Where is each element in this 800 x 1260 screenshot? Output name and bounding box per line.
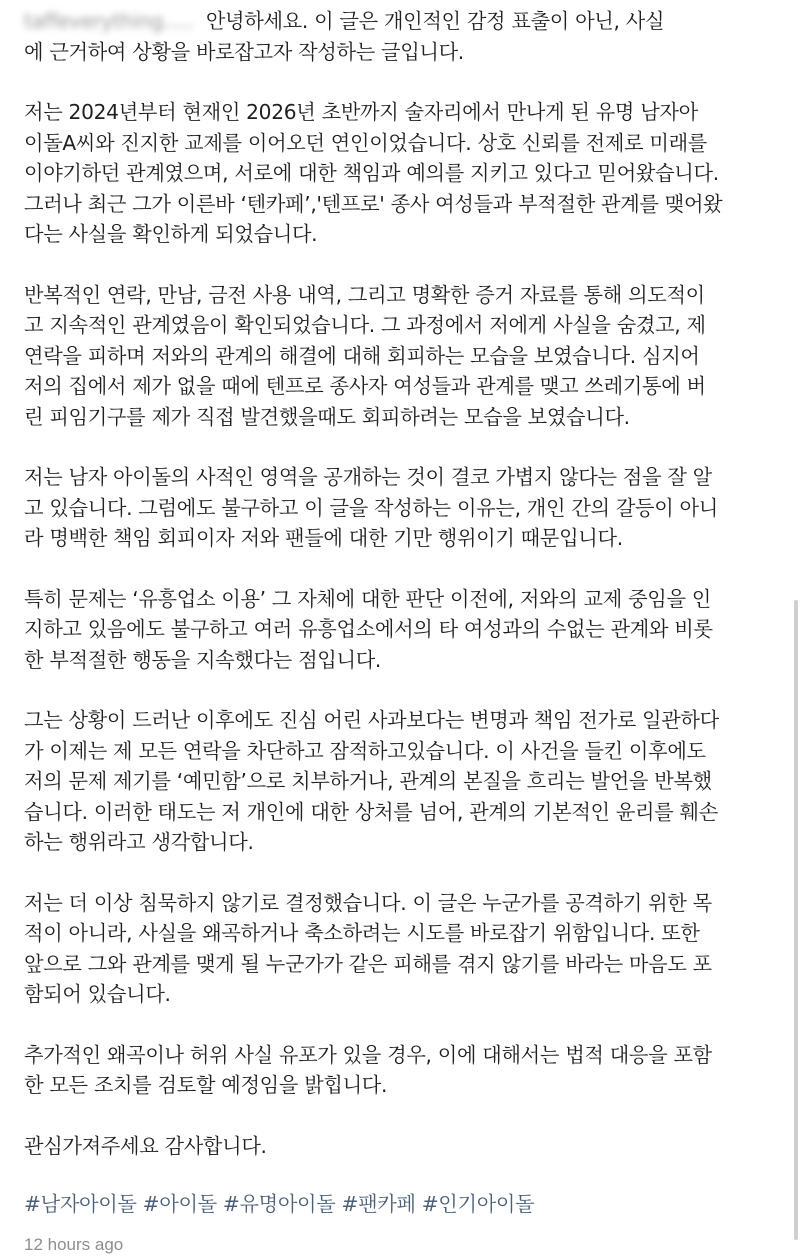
paragraph-gap [24,67,776,97]
text-line: 하는 행위라고 생각합니다. [24,830,254,854]
text-line: 지하고 있음에도 불구하고 여러 유흥업소에서의 타 여성과의 수없는 관계와 비롯 [24,617,713,641]
text-line: 저는 2024년부터 현재인 2026년 초반까지 술자리에서 만나게 된 유명 남자아 [24,100,698,124]
post-body [24,6,776,1255]
text-line: 가 이제는 제 모든 연락을 차단하고 잠적하고있습니다. 이 사건을 들킨 이후에도 [24,738,706,763]
post-paragraph [24,280,776,433]
hashtag-list [24,1189,776,1219]
text-line: 반복적인 연락, 만남, 금전 사용 내역, 그리고 명확한 증거 자료를 통해 의도적이 [24,282,705,307]
paragraph-gap [24,858,776,888]
text-line: 그는 상황이 드러난 이후에도 진심 어린 사과보다는 변명과 책임 전가로 일관하다 [24,708,719,732]
text-line: 저의 문제 제기를 ‘예민함’으로 치부하거나, 관계의 본질을 흐리는 발언을 반복했 [24,769,712,793]
text-line: 한 모든 조치를 검토할 예정임을 밝힙니다. [24,1073,388,1097]
text-line: 습니다. 이러한 태도는 저 개인에 대한 상처를 넘어, 관계의 기본적인 윤리를 훼손 [24,799,718,824]
post-paragraph [24,97,776,250]
hashtag-link[interactable]: #유명아이돌 [222,1192,336,1216]
paragraph-gap [24,250,776,280]
text-line: 이돌A씨와 진지한 교제를 이어오던 연인이었습니다. 상호 신뢰를 전제로 미래를 [24,130,708,155]
text-line: 저는 더 이상 침묵하지 않기로 결정했습니다. 이 글은 누군가를 공격하기 위한 목 [24,890,712,915]
text-line: 라 명백한 책임 회피이자 저와 팬들에 대한 기만 행위이기 때문입니다. [24,526,623,550]
post-paragraph [24,888,776,1010]
post-paragraph [24,705,776,858]
hashtag-link[interactable]: #남자아이돌 [24,1192,137,1216]
text-line: 한 부적절한 행동을 지속했다는 점입니다. [24,647,382,672]
scrollbar-thumb[interactable] [794,600,798,1240]
text-line: 저의 집에서 제가 없을 때에 텐프로 종사자 여성들과 관계를 맺고 쓰레기통에 버 [24,374,706,398]
hashtag-link[interactable]: #인기아이돌 [421,1192,535,1216]
text-line: 그러나 최근 그가 이른바 ‘텐카페’,'텐프로' 종사 여성들과 부적절한 관계를 맺어왔 [24,191,723,216]
text-line: 이야기하던 관계였으며, 서로에 대한 책임과 예의를 지키고 있다고 믿어왔습니다. [24,161,719,185]
post-paragraph [24,462,776,554]
text-line: 고 지속적인 관계였음이 확인되었습니다. 그 과정에서 저에게 사실을 숨겼고, 제 [24,313,706,337]
post-paragraph [24,1040,776,1101]
text-line: 연락을 피하며 저와의 관계의 해결에 대해 회피하는 모습을 보였습니다. 심지어 [24,343,700,368]
post-paragraph [24,584,776,676]
text-line: 관심가져주세요 감사합니다. [24,1133,267,1158]
text-line: 적이 아니라, 사실을 왜곡하거나 축소하려는 시도를 바로잡기 위함입니다. 또한 [24,921,700,945]
post-paragraph [24,6,776,67]
paragraph-gap [24,554,776,584]
paragraph-gap [24,1101,776,1131]
text-line: 저는 남자 아이돌의 사적인 영역을 공개하는 것이 결코 가볍지 않다는 점을 잘 알 [24,465,712,489]
paragraph-gap [24,675,776,705]
paragraph-gap [24,1010,776,1040]
text-line [24,6,776,37]
post-timestamp: 12 hours ago [24,1235,124,1254]
hashtag-link[interactable]: #아이돌 [142,1192,217,1216]
text-line: 함되어 있습니다. [24,982,171,1006]
hashtag-link[interactable]: #팬카페 [341,1192,416,1216]
text-line: 특히 문제는 ‘유흥업소 이용’ 그 자체에 대한 판단 이전에, 저와의 교제 중임을 인 [24,586,711,611]
text-line-content: 안녕하세요. 이 글은 개인적인 감정 표출이 아닌, 사실 [205,9,665,33]
text-line: 추가적인 왜곡이나 허위 사실 유포가 있을 경우, 이에 대해서는 법적 대응을 포함 [24,1042,712,1067]
post-text [24,6,776,1161]
text-line: 고 있습니다. 그럼에도 불구하고 이 글을 작성하는 이유는, 개인 간의 갈등이 아니 [24,495,718,520]
scrollbar[interactable] [794,600,798,1240]
paragraph-gap [24,432,776,462]
text-line: 린 피임기구를 제가 직접 발견했을때도 회피하려는 모습을 보였습니다. [24,404,630,429]
text-line: 에 근거하여 상황을 바로잡고자 작성하는 글입니다. [24,39,464,64]
username-blurred[interactable]: taffeverything..... [24,9,194,33]
text-line: 다는 사실을 확인하게 되었습니다. [24,222,318,246]
text-line: 앞으로 그와 관계를 맺게 될 누군가가 같은 피해를 겪지 않기를 바라는 마음도 포 [24,951,712,976]
post-paragraph [24,1131,776,1162]
